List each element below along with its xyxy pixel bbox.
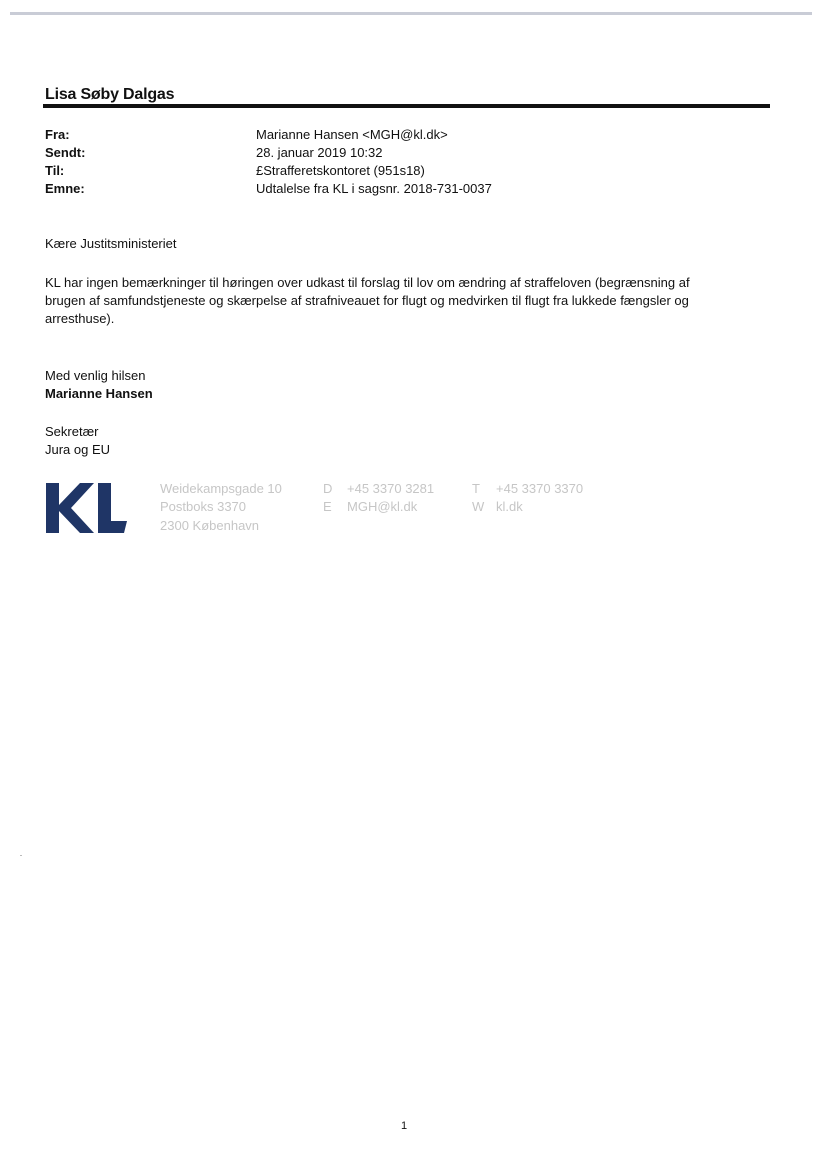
- header-rule: [43, 104, 770, 108]
- header-value-sent: 28. januar 2019 10:32: [256, 145, 383, 160]
- author-name: Lisa Søby Dalgas: [45, 86, 175, 103]
- signer-title: Sekretær: [45, 424, 99, 439]
- scan-edge: [10, 12, 812, 15]
- header-label-to: Til:: [45, 163, 65, 178]
- footer-address-line: Postboks 3370: [160, 499, 247, 514]
- header-label-sent: Sendt:: [45, 145, 86, 160]
- kl-logo: [44, 482, 128, 534]
- footer-email: MGH@kl.dk: [347, 499, 418, 514]
- signer-name: Marianne Hansen: [45, 386, 153, 401]
- footer-direct-label: D: [323, 481, 333, 496]
- header-value-to: £Strafferetskontoret (951s18): [256, 163, 425, 178]
- page-number: 1: [401, 1120, 408, 1132]
- header-value-subject: Udtalelse fra KL i sagsnr. 2018-731-0037: [256, 181, 492, 196]
- header-label-subject: Emne:: [45, 181, 85, 196]
- footer-direct-phone: +45 3370 3281: [347, 481, 435, 496]
- footer-address-line: Weidekampsgade 10: [160, 481, 282, 496]
- footer-address-line: 2300 København: [160, 518, 260, 533]
- footer-phone: +45 3370 3370: [496, 481, 584, 496]
- body-paragraph: [45, 274, 755, 328]
- footer-web: kl.dk: [496, 499, 523, 514]
- closing: Med venlig hilsen: [45, 368, 146, 383]
- body-line: arresthuse).: [45, 311, 115, 326]
- body-line: KL har ingen bemærkninger til høringen over udkast til forslag til lov om ændring af straffeloven (begrænsning af: [45, 275, 690, 290]
- body-line: brugen af samfundstjeneste og skærpelse af strafniveauet for flugt og medvirken til flugt fra lukkede fængsler og: [45, 293, 689, 308]
- footer-web-label: W: [472, 499, 485, 514]
- footer-email-label: E: [323, 499, 332, 514]
- header-label-from: Fra:: [45, 127, 70, 142]
- footer-phone-label: T: [472, 481, 480, 496]
- header-value-from: Marianne Hansen <MGH@kl.dk>: [256, 127, 448, 142]
- signer-department: Jura og EU: [45, 442, 111, 457]
- greeting: Kære Justitsministeriet: [45, 236, 177, 251]
- scan-speck: [20, 855, 22, 856]
